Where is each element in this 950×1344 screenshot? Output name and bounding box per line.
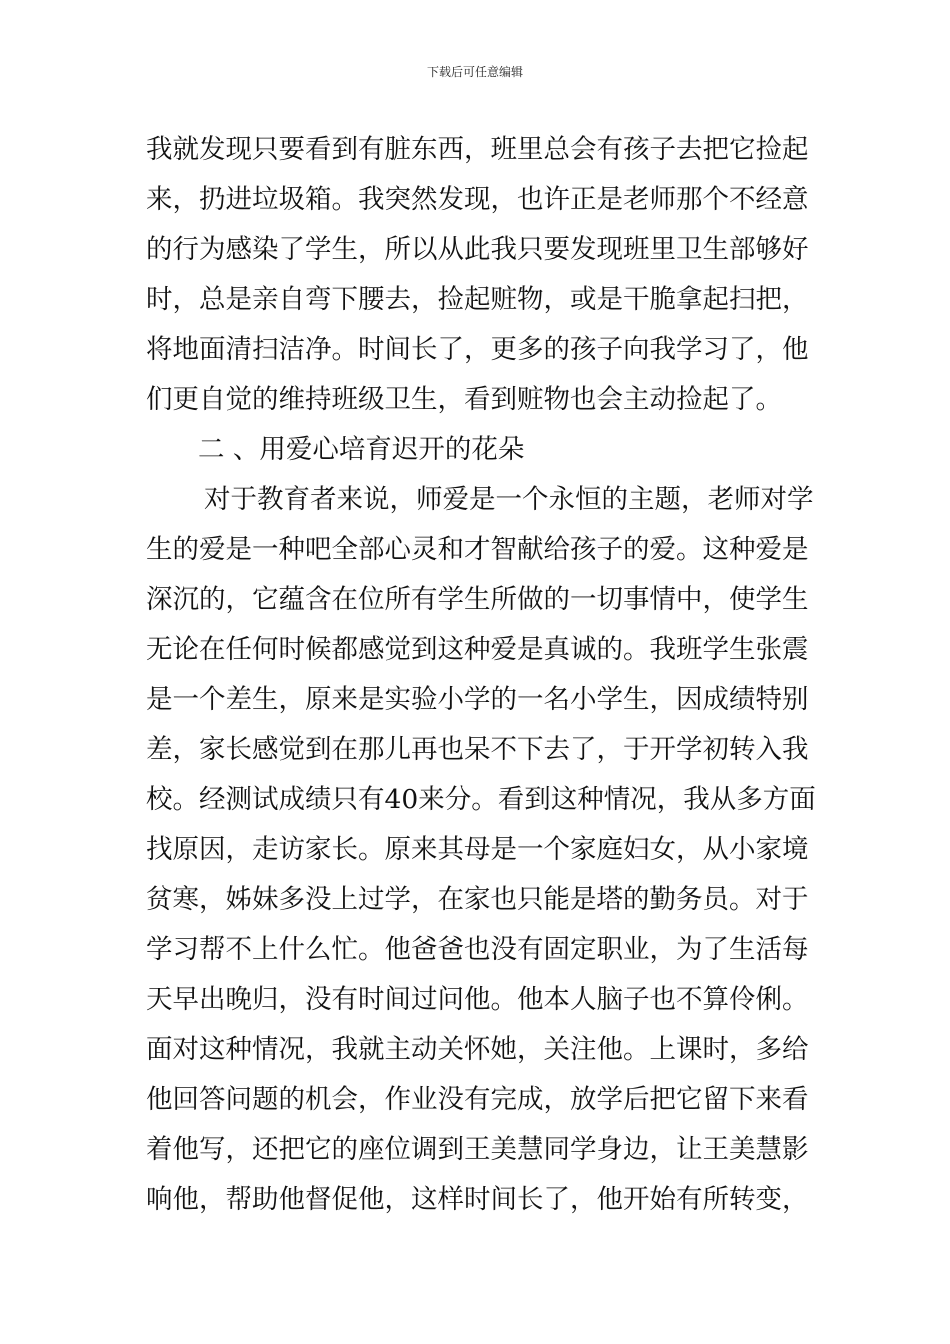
text-line: 面对这种情况，我就主动关怀她，关注他。上课时，多给 — [146, 1034, 809, 1065]
text-line: 我就发现只要看到有脏东西，班里总会有孩子去把它捡起 — [146, 134, 809, 165]
text-line: 着他写，还把它的座位调到王美慧同学身边，让王美慧影 — [146, 1134, 809, 1165]
text-line: 深沉的，它蕴含在位所有学生所做的一切事情中，使学生 — [146, 584, 809, 615]
text-line: 无论在任何时候都感觉到这种爱是真诚的。我班学生张震 — [146, 634, 809, 665]
text-line: 他回答问题的机会，作业没有完成，放学后把它留下来看 — [146, 1084, 809, 1115]
section-heading: 二 、用爱心培育迟开的花朵 — [198, 434, 525, 465]
text-line: 将地面清扫洁净。时间长了，更多的孩子向我学习了，他 — [146, 334, 809, 365]
paragraph-first-line: 对于教育者来说，师爱是一个永恒的主题，老师对学 — [204, 484, 814, 515]
text-line: 响他，帮助他督促他，这样时间长了，他开始有所转变， — [146, 1184, 809, 1215]
text-line: 是一个差生，原来是实验小学的一名小学生，因成绩特别 — [146, 684, 809, 715]
text-line: 校。经测试成绩只有40来分。看到这种情况，我从多方面 — [146, 784, 816, 815]
page-header: 下载后可任意编辑 — [426, 65, 523, 79]
text-line: 的行为感染了学生，所以从此我只要发现班里卫生部够好 — [146, 234, 809, 265]
text-line: 天早出晚归，没有时间过问他。他本人脑子也不算伶俐。 — [146, 984, 809, 1015]
text-line: 差，家长感觉到在那儿再也呆不下去了，于开学初转入我 — [146, 734, 809, 765]
text-line: 来，扔进垃圾箱。我突然发现，也许正是老师那个不经意 — [146, 184, 809, 215]
text-line: 贫寒，姊妹多没上过学，在家也只能是塔的勤务员。对于 — [146, 884, 809, 915]
text-line: 找原因，走访家长。原来其母是一个家庭妇女，从小家境 — [146, 834, 809, 865]
text-line: 们更自觉的维持班级卫生，看到赃物也会主动捡起了。 — [146, 384, 782, 415]
text-line: 学习帮不上什么忙。他爸爸也没有固定职业，为了生活每 — [146, 934, 809, 965]
document-body — [146, 125, 816, 1225]
text-line: 生的爱是一种吧全部心灵和才智献给孩子的爱。这种爱是 — [146, 534, 809, 565]
text-line: 时，总是亲自弯下腰去，捡起赃物，或是干脆拿起扫把， — [146, 284, 809, 315]
